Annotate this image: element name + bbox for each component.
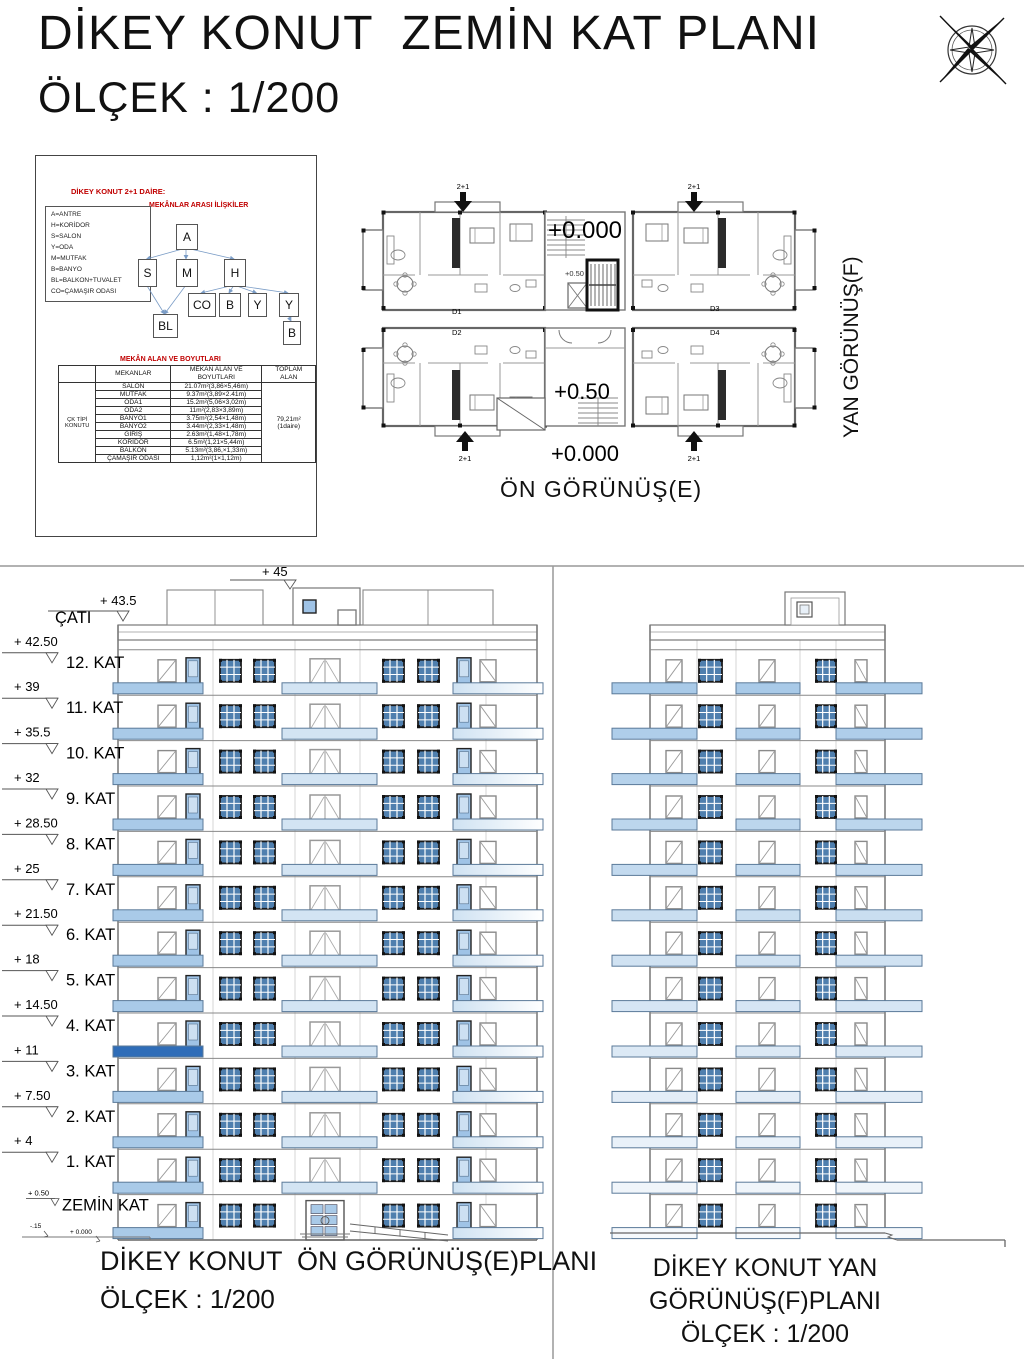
front-floor-band [113,922,543,966]
legend-title: DİKEY KONUT 2+1 DAİRE: [71,187,166,196]
svg-text:11. KAT: 11. KAT [66,699,124,718]
table-size-cell: 9.37m²(3,89×2.41m) [171,391,262,399]
svg-text:8. KAT: 8. KAT [66,835,116,854]
table-size-cell: 6.5m²(1,21×5,44m) [171,439,262,447]
table-room-cell: ODA1 [96,399,171,407]
front-elevation [2,565,543,1242]
relations-tree-arrows [36,156,316,536]
svg-text:+ 0.50: + 0.50 [28,1188,50,1198]
door-label-d1: D1 [452,307,462,316]
unit-label-top-right: 2+1 [687,182,701,191]
front-elevation-caption: DİKEY KONUT ÖN GÖRÜNÜŞ(E)PLANI [100,1246,598,1276]
svg-text:7. KAT: 7. KAT [66,880,116,899]
svg-text:+ 42.50: + 42.50 [14,633,58,649]
table-room-cell: SALON [96,383,171,391]
abbreviation-item: BL=BALKON+TUVALET [51,277,122,284]
area-table: MEKANLAR MEKAN ALAN VE BOYUTLARI TOPLAM ALAN ÇK TİPİ KONUTU SALON 21.07m²(3,86×5,46m) 79,21m² (1daire) MUTFAK 9.37m²(3,89×2.41m) ODA1 15.2m²(5,06×3,02m) ODA2 11m²(2,83×3,89m) BANYO1 3.75m²(2,54×1,48m) BANYO2 3.44m²(2,33×1,48m) GİRİŞ 2.63m²(1,48×1,78m) KORİDOR 6.5m²(1,21×5,44m) BALKON 5.13m²(3,86,×1,33m) ÇAMAŞIR ODASI 1,12m²(1×1,12m) [58,365,316,463]
svg-text:+ 39: + 39 [14,679,40,695]
svg-text:5. KAT: 5. KAT [66,971,116,990]
door-label-d2: D2 [452,328,462,337]
front-view-caption: ÖN GÖRÜNÜŞ(E) [500,476,703,502]
front-floor-band [113,1013,543,1057]
svg-text:+ 45: + 45 [262,565,288,579]
svg-text:+ 18: + 18 [14,951,40,967]
svg-text:10. KAT: 10. KAT [66,744,125,763]
tree-node-a0: A [176,224,198,250]
front-floor-band [113,650,543,694]
side-floor-band [612,1104,922,1148]
side-view-label: YAN GÖRÜNÜŞ(F) [840,256,863,438]
svg-text:+ 35.5: + 35.5 [14,724,51,740]
table-size-cell: 11m²(2,83×3,89m) [171,407,262,415]
table-room-cell: ÇAMAŞIR ODASI [96,455,171,463]
table-room-cell: KORİDOR [96,439,171,447]
area-table-title: MEKÂN ALAN VE BOYUTLARI [120,356,221,363]
side-floor-band [612,831,922,875]
svg-text:4. KAT: 4. KAT [66,1017,116,1035]
svg-text:+ 4: + 4 [14,1133,33,1149]
door-label-d4: D4 [710,328,720,337]
side-floor-band [612,1058,922,1102]
front-floor-band [113,1104,543,1148]
front-floor-band [113,1058,543,1102]
side-floor-band [612,695,922,739]
svg-text:1. KAT: 1. KAT [66,1153,116,1172]
tree-node-co4: CO [188,293,216,317]
side-floor-band [612,741,922,785]
front-floor-band [113,831,543,875]
door-label-d3: D3 [710,304,720,313]
side-floor-band [612,968,922,1012]
tree-node-b5: B [219,293,241,317]
elevations-panel [0,565,1024,1359]
table-size-cell: 15.2m²(5,06×3,02m) [171,399,262,407]
compass-icon [928,8,1014,92]
front-floor-band [113,695,543,739]
table-size-cell: 2.63m²(1,48×1,78m) [171,431,262,439]
table-room-cell: BANYO2 [96,423,171,431]
table-size-cell: 1,12m²(1×1,12m) [171,455,262,463]
table-size-cell: 21.07m²(3,86×5,46m) [171,383,262,391]
side-floor-band [612,922,922,966]
svg-text:+ 7.50: + 7.50 [14,1087,51,1103]
abbreviation-item: Y=ODA [51,244,74,251]
front-floor-band [113,741,543,785]
svg-text:3. KAT: 3. KAT [66,1062,116,1081]
side-floor-band [612,1013,922,1057]
side-elevation [610,592,1005,1247]
svg-text:12. KAT: 12. KAT [66,653,125,672]
svg-text:+ 32: + 32 [14,770,40,785]
plan-level-mid: +0.50 [554,379,610,404]
ground-floor-plan [360,180,820,480]
tree-node-s1: S [138,259,157,287]
front-floor-band [113,786,543,830]
abbreviation-item: B=BANYO [51,266,82,273]
abbreviation-item: A=ANTRE [51,211,82,218]
svg-text:ÇATI: ÇATI [55,609,92,627]
abbreviation-item: H=KORİDOR [51,222,90,229]
page-scale: ÖLÇEK : 1/200 [38,74,341,122]
svg-text:-.15: -.15 [30,1223,42,1230]
table-room-cell: MUTFAK [96,391,171,399]
legend-box [35,155,317,537]
unit-label-bottom-left: 2+1 [458,454,472,463]
svg-text:2. KAT: 2. KAT [66,1107,116,1126]
abbreviation-item: M=MUTFAK [51,255,87,262]
svg-text:ZEMİN KAT: ZEMİN KAT [62,1196,149,1215]
plan-level-top: +0.000 [547,217,623,244]
side-floor-band [612,877,922,921]
side-caption-line2: GÖRÜNÜŞ(F)PLANI [649,1287,881,1315]
tree-node-h3: H [224,259,246,287]
tree-node-y6: Y [248,293,267,317]
table-room-cell: ODA2 [96,407,171,415]
side-caption-line3: ÖLÇEK : 1/200 [680,1320,850,1348]
table-size-cell: 3.75m²(2,54×1,48m) [171,415,262,423]
front-floor-band [113,877,543,921]
svg-text:+ 43.5: + 43.5 [100,593,137,608]
side-floor-band [612,1195,922,1239]
front-floor-band [113,968,543,1012]
svg-text:+ 0.000: + 0.000 [70,1229,92,1236]
table-room-cell: GİRİŞ [96,431,171,439]
svg-text:+ 21.50: + 21.50 [14,906,58,922]
svg-text:+ 25: + 25 [14,860,40,876]
table-group-cell: ÇK TİPİ KONUTU [59,383,96,463]
tree-node-bl8: BL [153,314,178,338]
side-floor-band [612,1149,922,1193]
side-elevation-caption [600,1252,930,1351]
svg-text:+ 11: + 11 [14,1042,39,1058]
side-floor-band [612,786,922,830]
table-room-cell: BANYO1 [96,415,171,423]
tree-node-y7: Y [279,293,299,317]
front-floor-band [113,1149,543,1193]
table-room-cell: BALKON [96,447,171,455]
side-floor-band [612,650,922,694]
table-size-cell: 5.13m²(3,86,×1,33m) [171,447,262,455]
svg-text:6. KAT: 6. KAT [66,926,116,945]
svg-text:9. KAT: 9. KAT [66,790,116,808]
table-total-cell: 79,21m² (1daire) [262,383,316,463]
svg-text:+ 28.50: + 28.50 [14,815,58,831]
relations-title: MEKÂNLAR ARASI İLİŞKİLER [149,202,249,209]
page-title: DİKEY KONUT ZEMİN KAT PLANI [38,7,820,60]
svg-text:+ 14.50: + 14.50 [14,997,58,1012]
plan-level-mid-small: +0.50 [565,269,584,278]
table-size-cell: 3.44m²(2,33×1,48m) [171,423,262,431]
plan-level-bottom: +0.000 [551,441,619,466]
abbreviation-item: CO=ÇAMAŞIR ODASI [51,288,117,295]
tree-node-m2: M [176,259,198,287]
side-caption-line1: DİKEY KONUT YAN [652,1254,878,1282]
tree-node-b9: B [283,321,301,345]
unit-label-bottom-right: 2+1 [687,454,701,463]
abbreviation-item: S=SALON [51,233,82,240]
front-elevation-scale: ÖLÇEK : 1/200 [100,1284,275,1314]
unit-label-top-left: 2+1 [456,182,470,191]
front-floor-band [113,1195,543,1241]
